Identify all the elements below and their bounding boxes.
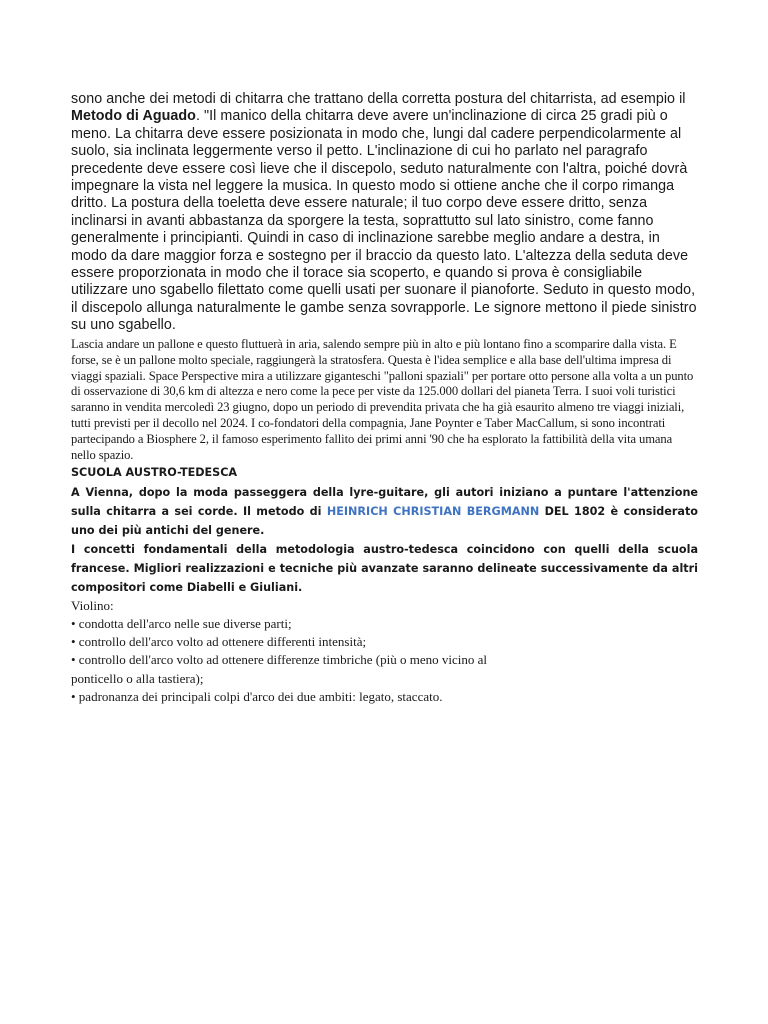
bergmann-link[interactable]: HEINRICH CHRISTIAN BERGMANN bbox=[326, 504, 540, 518]
vienna-paragraph bbox=[71, 483, 698, 540]
concepts-paragraph: I concetti fondamentali della metodologia austro-tedesca coincidono con quelli della scuola francese. Migliori realizzazioni e tecniche più avanzate saranno delineate successivamente da altri compositori come Diabelli e Giuliani. bbox=[71, 542, 698, 594]
list-item: ponticello o alla tastiera); bbox=[71, 670, 204, 686]
vienna-text-b: DEL 1802 è considerato uno dei più antichi del genere. bbox=[71, 504, 698, 537]
aguado-text-a: sono anche dei metodi di chitarra che trattano della corretta postura del chitarrista, ad esempio il bbox=[71, 91, 686, 107]
violino-title: Violino: bbox=[71, 597, 114, 613]
section-heading: SCUOLA AUSTRO-TEDESCA bbox=[71, 465, 238, 479]
vienna-text-a: A Vienna, dopo la moda passeggera della lyre-guitare, gli autori iniziano a puntare l'attenzione sulla chitarra a sei corde. Il metodo di bbox=[71, 485, 698, 518]
document-page bbox=[71, 91, 698, 706]
list-item: • controllo dell'arco volto ad ottenere differenti intensità; bbox=[71, 634, 367, 650]
violino-list bbox=[71, 597, 698, 706]
aguado-method-title: Metodo di Aguado bbox=[71, 108, 196, 125]
aguado-paragraph bbox=[71, 91, 698, 335]
list-item: • padronanza dei principali colpi d'arco dei due ambiti: legato, staccato. bbox=[71, 688, 443, 704]
list-item: • condotta dell'arco nelle sue diverse parti; bbox=[71, 615, 292, 631]
list-item: • controllo dell'arco volto ad ottenere differenze timbriche (più o meno vicino al bbox=[71, 652, 488, 668]
aguado-text-b: . "Il manico della chitarra deve avere un'inclinazione di circa 25 gradi più o meno. La chitarra deve essere posizionata in modo che, lungi dal cadere perpendicolarmente al suolo, sia inclinata leggermente verso il petto. L'inclinazione di cui ho parlato nel paragrafo precedente deve essere così lieve che il discepolo, seduto naturalmente con l'altra, poiché dovrà impegnare la vista nel leggere la musica. In questo modo si ottiene anche che il corpo rimanga dritto. La postura della toeletta deve essere naturale; il tuo corpo deve essere dritto, senza inclinarsi in avanti abbastanza da sporgere la testa, soprattutto sul lato sinistro, come fanno generalmente i principianti. Quindi in caso di inclinazione sarebbe meglio andare a destra, in modo da dare maggior forza e sostegno per il braccio da questo lato. L'altezza della seduta deve essere proporzionata in modo che il torace sia scoperto, e quando si prova è consigliabile utilizzare uno sgabello filettato come quelli usati per suonare il pianoforte. Seduto in questo modo, il discepolo allunga naturalmente le gambe senza sovrapporle. Le signore mettono il piede sinistro su uno sgabello. bbox=[71, 108, 697, 334]
balloon-paragraph: Lascia andare un pallone e questo fluttuerà in aria, salendo sempre più in alto e più lontano fino a scomparire dalla vista. E forse, se è un pallone molto speciale, raggiungerà la stratosfera. Questa è l'idea semplice e alla base dell'ultima impresa di viaggi spaziali. Space Perspective mira a utilizzare giganteschi "palloni spaziali" per portare otto persone alla volta a un punto di osservazione di 30,6 km di altezza e nero come la pece per viste da 125.000 dollari del pianeta Terra. I suoi voli turistici saranno in vendita mercoledì 23 giugno, dopo un periodo di prevendita privata che ha già esaurito almeno tre viaggi iniziali, tutti previsti per il decollo nel 2024. I co-fondatori della compagnia, Jane Poynter e Taber MacCallum, si sono incontrati partecipando a Biosphere 2, il famoso esperimento fallito dei primi anni '90 che ha esplorato la fattibilità della vita umana nello spazio. bbox=[71, 336, 694, 463]
